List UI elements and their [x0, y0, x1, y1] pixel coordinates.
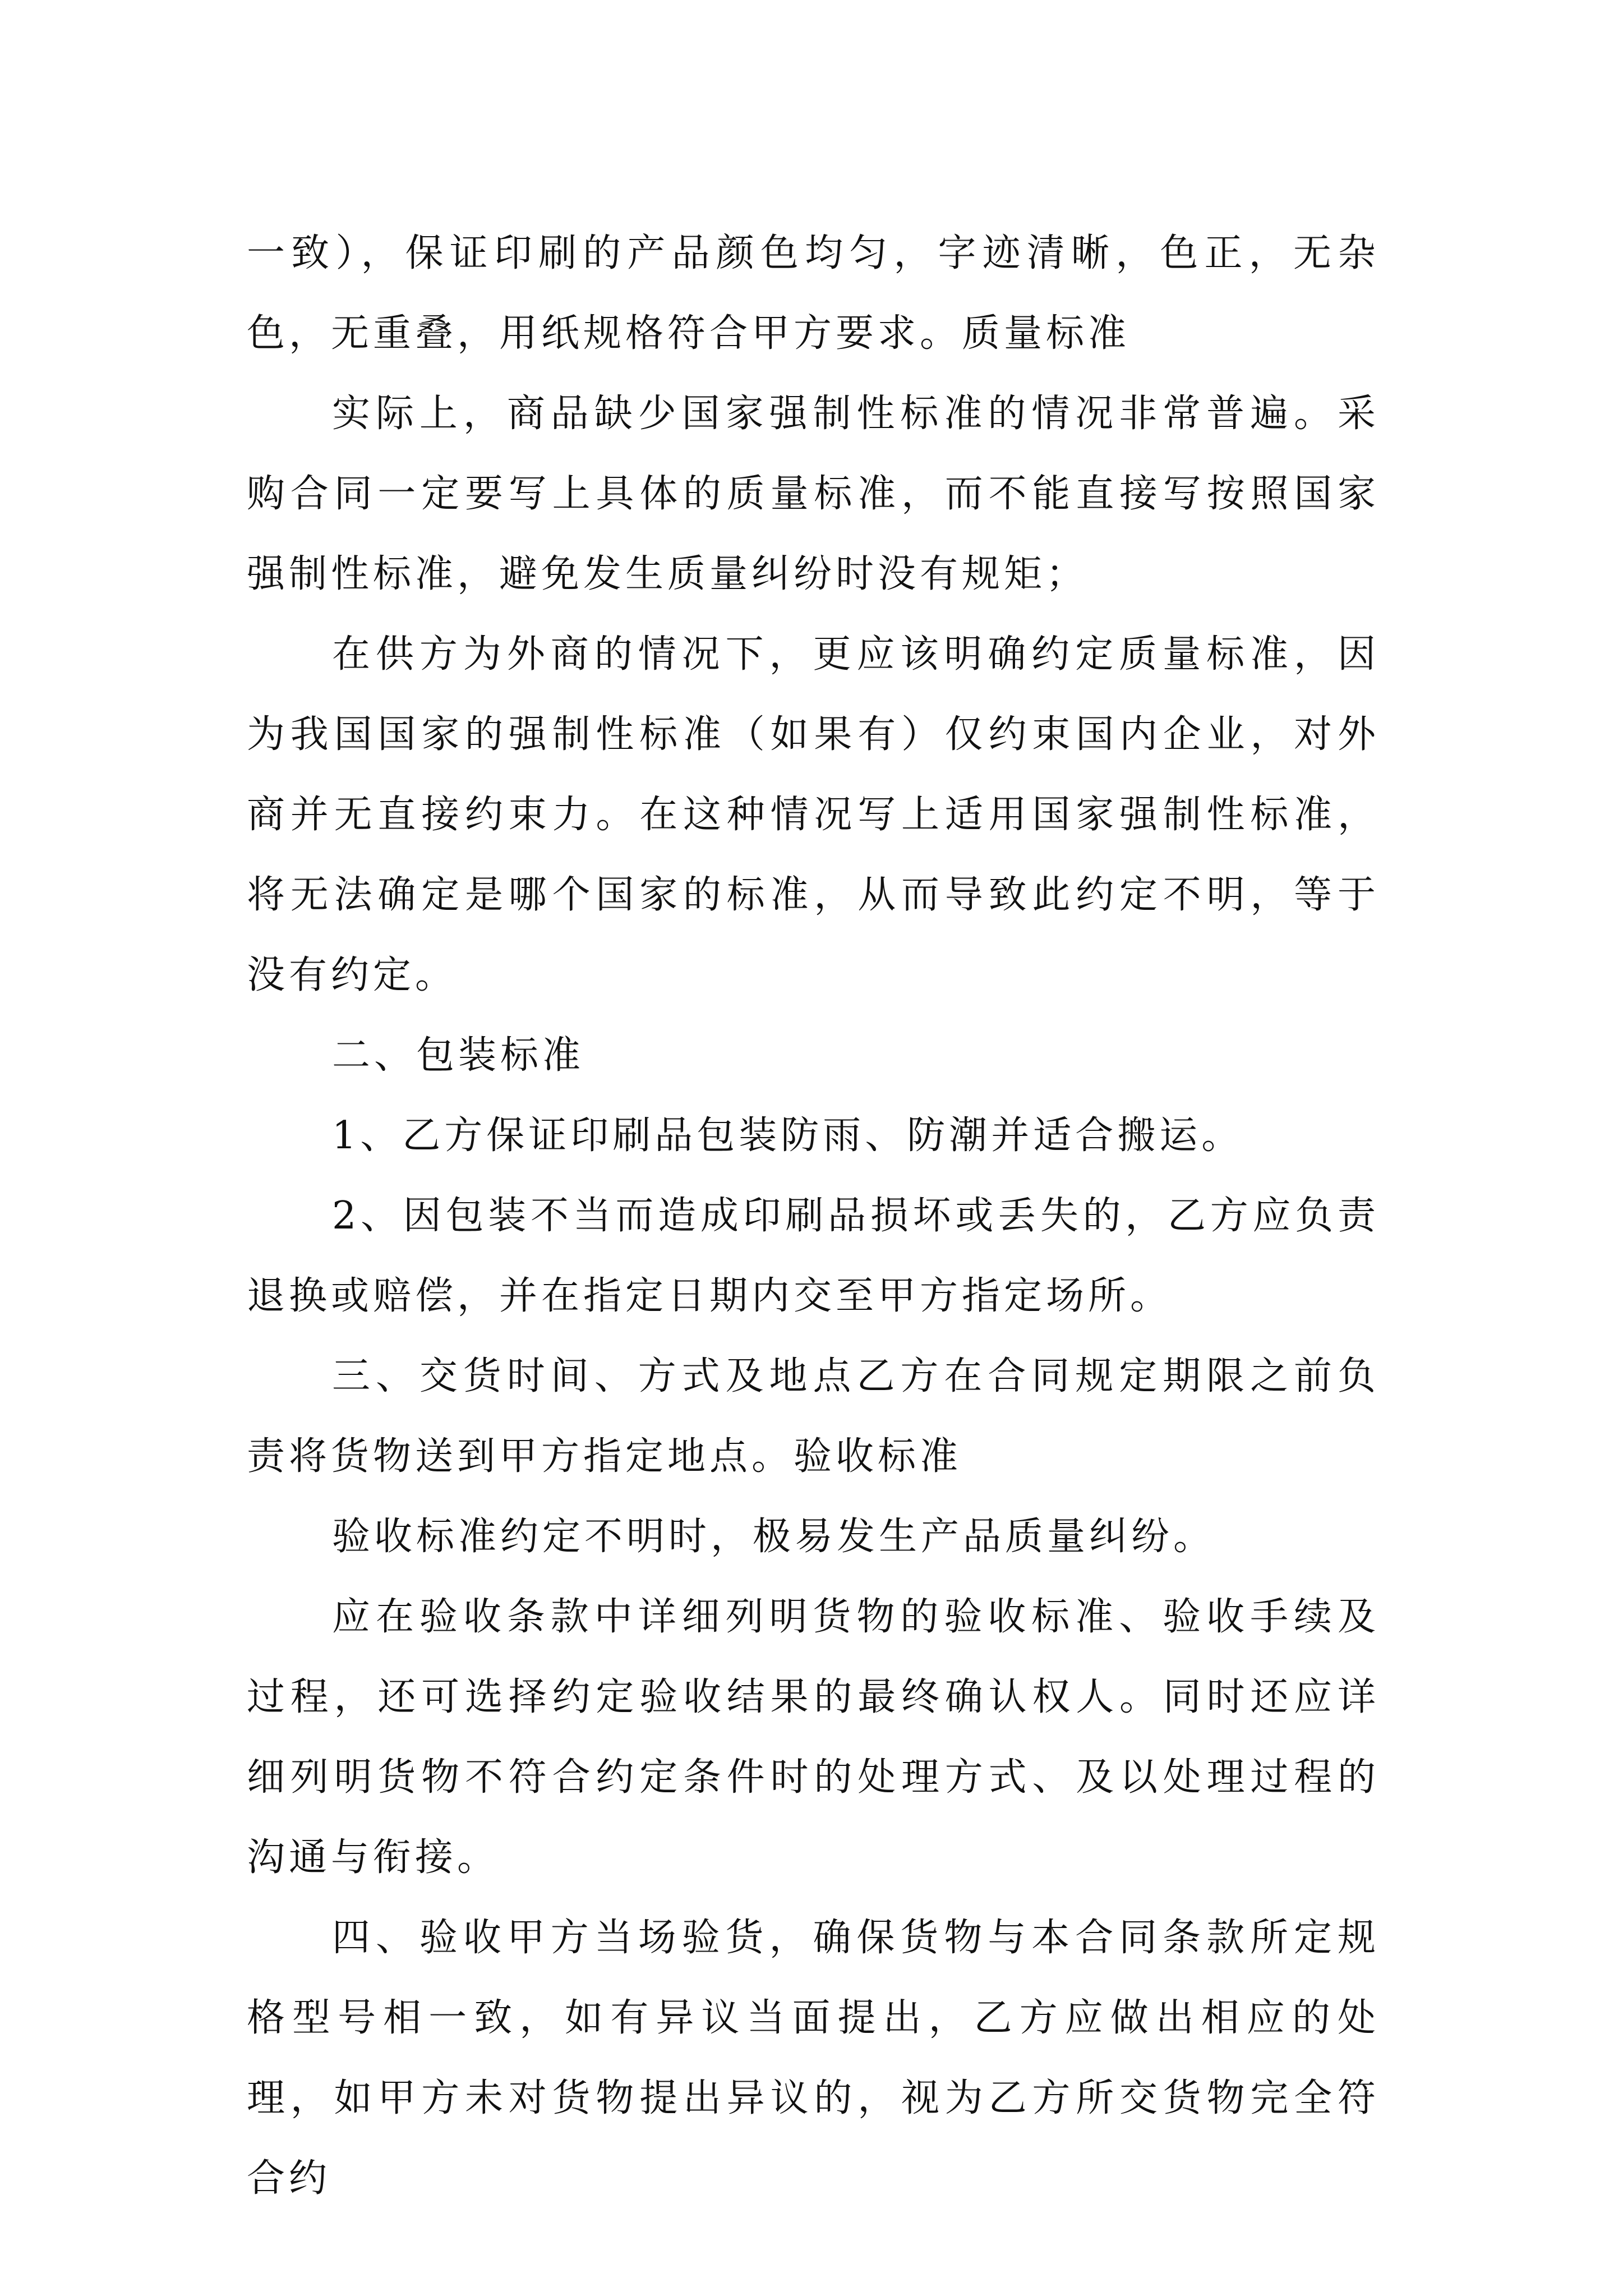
paragraph: 实际上，商品缺少国家强制性标准的情况非常普遍。采购合同一定要写上具体的质量标准，而不能直接写按照国家强制性标准，避免发生质量纠纷时没有规矩；	[247, 392, 1380, 596]
section-heading: 四、验收甲方当场验货，确保货物与本合同条款所定规格型号相一致，如有异议当面提出，乙方应做出相应的处理，如甲方未对货物提出异议的，视为乙方所交货物完全符合约	[247, 1916, 1380, 2201]
section-heading: 二、包装标准	[332, 1033, 585, 1078]
paragraph: 应在验收条款中详细列明货物的验收标准、验收手续及过程，还可选择约定验收结果的最终确认权人。同时还应详细列明货物不符合约定条件时的处理方式、及以处理过程的沟通与衔接。	[247, 1595, 1380, 1880]
document-body	[247, 213, 1380, 2219]
paragraph: 验收标准约定不明时，极易发生产品质量纠纷。	[332, 1515, 1216, 1559]
section-heading: 三、交货时间、方式及地点乙方在合同规定期限之前负责将货物送到甲方指定地点。验收标准	[247, 1354, 1380, 1479]
list-item: 1、乙方保证印刷品包装防雨、防潮并适合搬运。	[332, 1114, 1244, 1158]
list-item: 2、因包装不当而造成印刷品损坏或丢失的，乙方应负责退换或赔偿，并在指定日期内交至甲方指定场所。	[247, 1194, 1380, 1318]
paragraph: 在供方为外商的情况下，更应该明确约定质量标准，因为我国国家的强制性标准（如果有）仅约束国内企业，对外商并无直接约束力。在这种情况写上适用国家强制性标准，将无法确定是哪个国家的标准，从而导致此约定不明，等于没有约定。	[247, 632, 1380, 997]
paragraph: 一致），保证印刷的产品颜色均匀，字迹清晰，色正，无杂色，无重叠，用纸规格符合甲方要求。质量标准	[247, 231, 1380, 356]
